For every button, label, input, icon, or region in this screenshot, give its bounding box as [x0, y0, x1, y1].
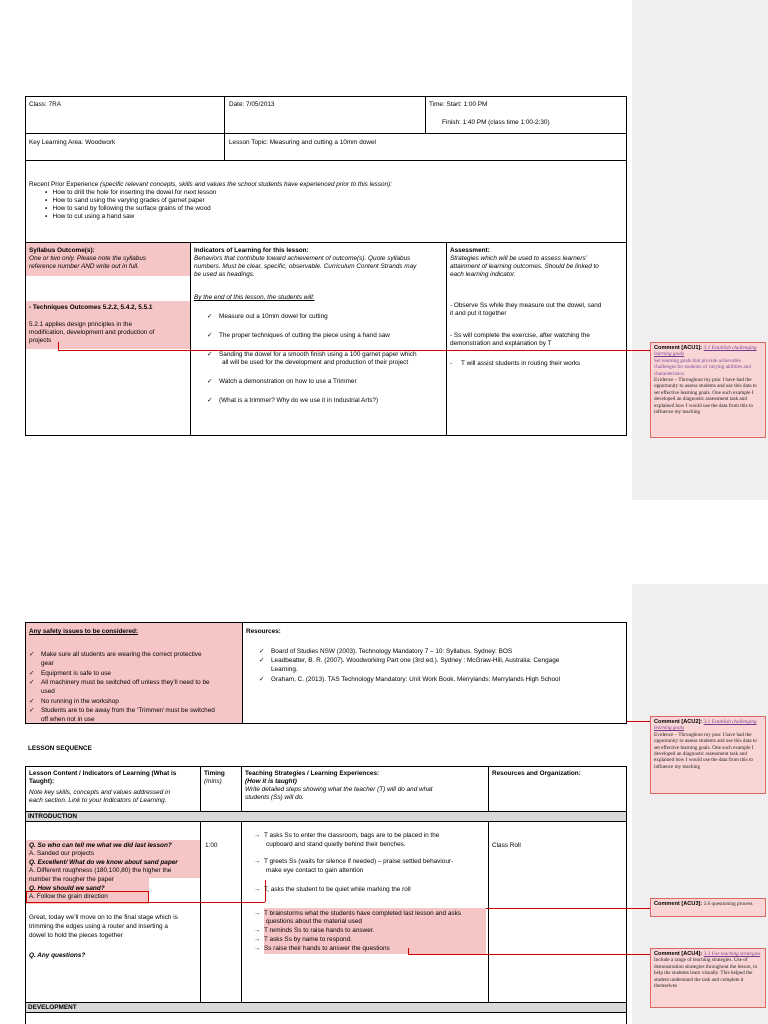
- prior-item: ▪ How to drill the hole for inserting the dowel for next lesson: [45, 189, 217, 196]
- development-row: [26, 1003, 626, 1012]
- resource-item: ✓ Leadbeatter, B. R. (2007). Woodworking Part one (3rd ed.). Sydney : McGraw-Hill, Australia: Cengage: [259, 657, 560, 664]
- resource-item: ✓ Board of Studies NSW (2003). Technology Mandatory 7 – 10: Syllabus. Sydney: BOS: [259, 648, 513, 655]
- prior-experience-title: Recent Prior Experience (specific relevant concepts, skills and values the school students have experienced prior to this lesson):: [29, 181, 393, 188]
- intro-resource: Class Roll: [492, 842, 521, 849]
- safety-item: off when not in use: [41, 716, 95, 723]
- resources-title: Resources:: [246, 628, 281, 635]
- assessment-desc: each learning indicator.: [450, 271, 516, 278]
- safety-item: ✓ Make sure all students are wearing the correct protective: [29, 651, 202, 658]
- comment-acu2[interactable]: Comment [ACU2]: 3.1 Establish challenging learning goals Evidence – Throughout my prac I have had the opportunity to assess students and use this data to set effective learning goals. One such example I developed an diagnostic assessment task and explained how I would use the data from this to influence my teaching: [650, 716, 766, 794]
- intro-content: Great, today we’ll move on to the final stage which is: [29, 914, 178, 921]
- syllabus-desc: modification, development and production of: [29, 329, 155, 336]
- lesson-topic: Lesson Topic: Measuring and cutting a 10mm dowel: [229, 139, 376, 146]
- indicator-item: ✓ Sanding the dowel for a smooth finish using a 100 garnet paper which: [207, 351, 417, 358]
- introduction-row: [26, 812, 626, 821]
- safety-item: gear: [41, 660, 54, 667]
- syllabus-note: One or two only. Please note the syllabus: [29, 255, 147, 262]
- indicator-item: all will be used for the development and production of their project: [222, 359, 409, 366]
- introduction-label: INTRODUCTION: [28, 813, 77, 820]
- safety-item: ✓ Equipment is safe to use: [29, 670, 111, 677]
- time-start: Time: Start: 1:00 PM: [429, 101, 488, 108]
- intro-question: Q. Any questions?: [29, 952, 86, 959]
- indicators-intro: By the end of this lesson, the students will:: [194, 294, 315, 301]
- safety-item: ✓ All machinery must be switched off unless they’ll need to be: [29, 679, 210, 686]
- prior-item: ▪ How to sand using the varying grades of garnet paper: [45, 197, 205, 204]
- strategy-item: → T asks Ss to enter the classroom, bags are to be placed in the: [254, 832, 440, 839]
- comment-acu4[interactable]: Comment [ACU4]: 3.3 Use teaching strategies Include a range of teaching strategies. Use of demonstration strategies throughout the lesson, to help the students learn visually. This helped the student understand the task and complete it themselves: [650, 948, 766, 1008]
- acu3-anchor: [26, 891, 149, 903]
- col-strategies-note: Write detailed steps showing what the teacher (T) will do and what: [245, 786, 433, 793]
- strategy-item: → T brainstorms what the students have completed last lesson and asks: [254, 910, 461, 917]
- intro-question: Q. So who can tell me what we did last lesson?: [29, 842, 172, 849]
- intro-content: trimming the edges using a router and inserting a: [29, 923, 168, 930]
- lesson-sequence-heading: LESSON SEQUENCE: [28, 745, 92, 752]
- prior-item: ▪ How to sand by following the surface grains of the wood: [45, 205, 211, 212]
- assessment-desc: Strategies which will be used to assess learners’: [450, 255, 588, 262]
- assessment-item: - T will assist students in routing their works: [450, 360, 581, 367]
- intro-answer: A. Follow the grain direction: [29, 893, 108, 900]
- col-strategies-sub: (How it is taught): [245, 778, 297, 785]
- techniques-outcomes: - Techniques Outcomes 5.2.2, 5.4.2, 5.5.1: [29, 304, 153, 311]
- indicator-item: ✓ Measure out a 10mm dowel for cutting: [207, 313, 328, 320]
- assessment-item: - Ss will complete the exercise, after watching the: [450, 332, 590, 339]
- strategy-item: → T asks Ss by name to respond.: [254, 936, 352, 943]
- col-timing-note: (mins): [204, 778, 222, 785]
- date-label: Date: 7/05/2013: [229, 101, 275, 108]
- intro-answer: A. Sanded our projects: [29, 850, 95, 857]
- strategy-item: questions about the material used: [266, 918, 362, 925]
- syllabus-title: Syllabus Outcome(s):: [29, 247, 95, 254]
- class-label: Class: 7RA: [29, 101, 61, 108]
- intro-content: dowel to hold the pieces together: [29, 932, 123, 939]
- indicators-desc: Behaviors that contribute toward achievement of outcome(s). Quote syllabus: [194, 255, 411, 262]
- strategy-item: → T reminds Ss to raise hands to answer.: [254, 927, 375, 934]
- assessment-title: Assessment:: [450, 247, 490, 254]
- prior-item: ▪ How to cut using a hand saw: [45, 213, 135, 220]
- indicators-desc: numbers. Must be clear, specific, observable. Curriculum Content Strands may: [194, 263, 417, 270]
- kla-label: Key Learning Area: Woodwork: [29, 139, 116, 146]
- strategy-item: make eye contact to gain attention: [266, 867, 364, 874]
- intro-timing: 1:00: [205, 842, 218, 849]
- col-content-note: Note key skills, concepts and values addressed in: [29, 789, 171, 796]
- intro-answer: A. Different roughness (180,100,80) the higher the: [29, 867, 172, 874]
- time-finish: Finish: 1:40 PM (class time 1:00-2:30): [442, 119, 550, 126]
- syllabus-desc: 5.2.1 applies design principles in the: [29, 321, 133, 328]
- resource-item: Learning.: [271, 666, 298, 673]
- indicator-item: ✓ Watch a demonstration on how to use a Trimmer: [207, 378, 357, 385]
- comment-acu1[interactable]: Comment [ACU1]: 3.1 Establish challenging learning goals Set learning goals that provide achievable challenges for students of varying abilities and characteristics. Evidence – Throughout my prac I have had the opportunity to assess students and use this data to set effective learning goals. One such example I developed an diagnostic assessment task and explained how I would use the data from this to influence my teaching: [650, 342, 766, 438]
- intro-answer: number the rougher the paper: [29, 876, 114, 883]
- safety-item: used: [41, 688, 55, 695]
- indicator-item: ✓ The proper techniques of cutting the piece using a hand saw: [207, 332, 390, 339]
- col-content-title: Taught):: [29, 778, 55, 785]
- development-label: DEVELOPMENT: [28, 1004, 77, 1011]
- assessment-desc: attainment of learning outcomes. Should be linked to: [450, 263, 599, 270]
- syllabus-desc: projects: [29, 337, 52, 344]
- intro-question: Q. Excellent/ What do we know about sand paper: [29, 859, 178, 866]
- indicator-item: ✓ (What is a trimmer? Why do we use it in Industrial Arts?): [207, 397, 379, 404]
- strategy-item: → T greets Ss (waits for silence if needed) – praise settled behaviour-: [254, 858, 454, 865]
- comment-acu3[interactable]: Comment [ACU3]: 3.6 questioning process: [650, 898, 766, 917]
- strategy-item: cupboard and stand quietly behind their benches.: [266, 841, 406, 848]
- col-resources-title: Resources and Organization:: [492, 770, 581, 777]
- safety-title: Any safety issues to be considered:: [29, 628, 139, 635]
- indicators-title: Indicators of Learning for this lesson:: [194, 247, 309, 254]
- safety-item: ✓ No running in the workshop: [29, 698, 119, 705]
- strategy-item: → Ss raise their hands to answer the questions: [254, 945, 390, 952]
- assessment-item: demonstration and explanation by T: [450, 340, 552, 347]
- intro-question: Q. How should we sand?: [29, 885, 105, 892]
- strategy-item: → T, asks the student to be quiet while marking the roll: [254, 886, 411, 893]
- assessment-item: - Observe Ss while they measure out the dowel, sand: [450, 302, 602, 309]
- syllabus-note: reference number AND write out in full.: [29, 263, 139, 270]
- col-timing-title: Timing: [204, 770, 225, 777]
- safety-item: ✓ Students are to be away from the ‘Trimmer/ must be switched: [29, 707, 215, 714]
- col-strategies-title: Teaching Strategies / Learning Experiences:: [245, 770, 380, 777]
- resource-item: ✓ Graham, C. (2013). TAS Technology Mandatory: Unit Work Book. Merrylands: Merrylands High School: [259, 676, 560, 683]
- col-content-title: Lesson Content / Indicators of Learning (What is: [29, 770, 177, 777]
- assessment-item: it and put it together: [450, 310, 507, 317]
- col-content-note: each section. Link to your Indicators of Learning.: [29, 797, 167, 804]
- indicators-desc: be used as headings.: [194, 271, 255, 278]
- col-strategies-note: students (Ss) will do.: [245, 794, 304, 801]
